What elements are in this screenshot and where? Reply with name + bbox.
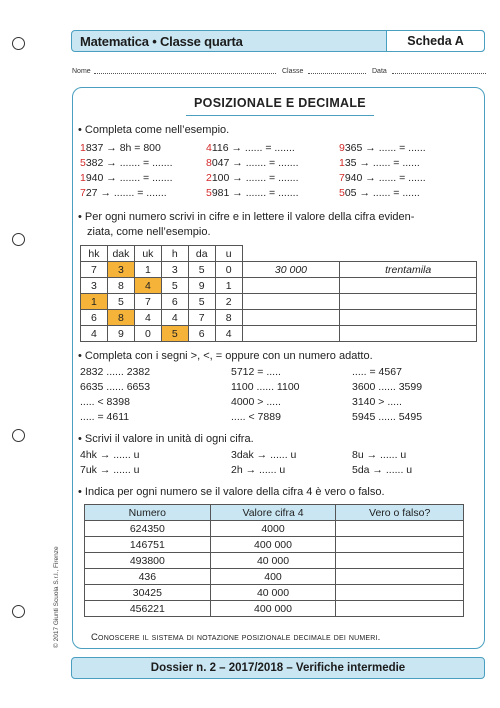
table-row	[81, 294, 477, 310]
digit-cell: 9	[107, 326, 134, 342]
table-cell: 436	[85, 569, 211, 585]
highlighted-digit: 5	[80, 157, 86, 169]
date-field[interactable]	[392, 73, 486, 74]
page-header	[71, 30, 485, 52]
table-cell: 400 000	[210, 601, 336, 617]
ex3-item[interactable]: ..... < 8398	[80, 396, 130, 408]
binder-hole	[12, 429, 25, 442]
ex3-instruction: • Completa con i segni >, <, = oppure con un numero adatto.	[78, 350, 373, 362]
table-cell: 624350	[85, 521, 211, 537]
table-row	[85, 601, 464, 617]
digit-cell: 4	[134, 310, 161, 326]
digit-cell: 9	[188, 278, 215, 294]
highlighted-digit: 7	[80, 187, 86, 199]
table-header-row	[85, 505, 464, 521]
table-row	[81, 326, 477, 342]
digit-cell: 7	[81, 262, 108, 278]
binder-hole	[12, 37, 25, 50]
name-label: Nome	[72, 68, 91, 75]
table-cell: 40 000	[210, 585, 336, 601]
highlighted-digit: 8	[206, 157, 212, 169]
column-header: da	[188, 246, 215, 262]
ex1-item[interactable]	[339, 172, 426, 184]
highlighted-digit: 9	[339, 142, 345, 154]
digit-cell: 6	[161, 294, 188, 310]
place-value-table	[80, 245, 477, 342]
ex1-item[interactable]	[206, 157, 299, 169]
ex1-item-text: 100 → ....... = .......	[211, 172, 299, 184]
column-header: u	[215, 246, 242, 262]
digit-cell: 5	[188, 294, 215, 310]
highlighted-digit: 1	[80, 142, 86, 154]
table-cell: 40 000	[210, 553, 336, 569]
answer-cell[interactable]	[336, 521, 464, 537]
ex1-item-text: 116 → ...... = .......	[211, 142, 295, 154]
ex1-item-text: 837 → 8h = 800	[85, 142, 161, 154]
ex1-item-text: 981 → ....... = .......	[211, 187, 299, 199]
ex3-item[interactable]: 5945 ...... 5495	[352, 411, 423, 423]
name-field[interactable]	[94, 73, 276, 74]
binder-hole	[12, 233, 25, 246]
answer-cell[interactable]	[336, 585, 464, 601]
digit-cell: 6	[188, 326, 215, 342]
blank-header	[340, 246, 477, 262]
ex4-instruction: • Scrivi il valore in unità di ogni cifra.	[78, 433, 254, 445]
answer-cell-digits[interactable]	[242, 294, 340, 310]
ex3-item[interactable]: ..... < 7889	[231, 411, 281, 423]
ex3-item[interactable]: 6635 ...... 6653	[80, 381, 151, 393]
highlighted-digit-cell: 4	[134, 278, 161, 294]
table-cell: 4000	[210, 521, 336, 537]
ex3-item[interactable]: ..... = 4611	[80, 411, 130, 423]
highlighted-digit-cell: 5	[161, 326, 188, 342]
ex1-item-text: 05 → ...... = ......	[344, 187, 420, 199]
ex1-item[interactable]	[80, 157, 173, 169]
ex1-item-text: 940 → ...... = ......	[344, 172, 426, 184]
highlighted-digit-cell: 1	[81, 294, 108, 310]
answer-cell-words[interactable]	[340, 310, 477, 326]
table-row	[81, 278, 477, 294]
ex2-instruction-line1: • Per ogni numero scrivi in cifre e in lettere il valore della cifra eviden-	[78, 211, 415, 223]
ex1-item-text: 365 → ...... = ......	[344, 142, 426, 154]
answer-cell-digits[interactable]	[242, 278, 340, 294]
table-row	[85, 585, 464, 601]
ex3-item[interactable]: 1100 ...... 1100	[231, 381, 300, 393]
answer-cell-digits[interactable]: 30 000	[242, 262, 340, 278]
digit-cell: 2	[215, 294, 242, 310]
ex3-item[interactable]: ..... = 4567	[352, 366, 402, 378]
answer-cell[interactable]	[336, 569, 464, 585]
table-cell: 400 000	[210, 537, 336, 553]
answer-cell[interactable]	[336, 553, 464, 569]
table-row	[85, 569, 464, 585]
highlighted-digit: 1	[80, 172, 86, 184]
ex3-item[interactable]: 3140 > .....	[352, 396, 402, 408]
ex1-item-text: 940 → ....... = .......	[85, 172, 173, 184]
section-title: POSIZIONALE E DECIMALE	[186, 96, 374, 116]
digit-cell: 5	[188, 262, 215, 278]
ex1-instruction: • Completa come nell’esempio.	[78, 124, 230, 136]
ex3-item[interactable]: 2832 ...... 2382	[80, 366, 151, 378]
digit-cell: 3	[81, 278, 108, 294]
column-header: hk	[81, 246, 108, 262]
table-header-row	[81, 246, 477, 262]
digit-cell: 8	[215, 310, 242, 326]
copyright: © 2017 Giunti Scuola S.r.l., Firenze	[53, 546, 60, 648]
answer-cell[interactable]	[336, 537, 464, 553]
ex4-item[interactable]: 8u → ...... u	[352, 449, 407, 461]
digit-cell: 6	[81, 310, 108, 326]
answer-cell-words[interactable]	[340, 278, 477, 294]
class-field[interactable]	[308, 73, 366, 74]
ex5-instruction: • Indica per ogni numero se il valore della cifra 4 è vero o falso.	[78, 486, 385, 498]
table-row	[85, 537, 464, 553]
binder-hole	[12, 605, 25, 618]
class-label: Classe	[282, 68, 304, 75]
ex4-item[interactable]: 2h → ...... u	[231, 464, 286, 476]
ex1-item-text: 047 → ....... = .......	[211, 157, 299, 169]
date-label: Data	[372, 68, 387, 75]
answer-cell-words[interactable]	[340, 326, 477, 342]
highlighted-digit: 5	[206, 187, 212, 199]
ex1-item[interactable]	[80, 142, 161, 154]
header-tab	[386, 30, 485, 52]
table-row	[85, 553, 464, 569]
ex1-item-text: 35 → ...... = ......	[344, 157, 420, 169]
ex3-item[interactable]: 5712 = .....	[231, 366, 281, 378]
digit-cell: 4	[161, 310, 188, 326]
answer-cell-words[interactable]	[340, 294, 477, 310]
column-header: h	[161, 246, 188, 262]
digit-cell: 4	[215, 326, 242, 342]
ex4-item[interactable]: 3dak → ...... u	[231, 449, 297, 461]
table-cell: 456221	[85, 601, 211, 617]
column-header: uk	[134, 246, 161, 262]
column-header: Numero	[85, 505, 211, 521]
ex3-item[interactable]: 3600 ...... 3599	[352, 381, 423, 393]
ex1-item[interactable]	[339, 157, 420, 169]
highlighted-digit: 4	[206, 142, 212, 154]
answer-cell-digits[interactable]	[242, 310, 340, 326]
answer-cell[interactable]	[336, 601, 464, 617]
ex4-item[interactable]: 5da → ...... u	[352, 464, 413, 476]
column-header: dak	[107, 246, 134, 262]
column-header: Vero o falso?	[336, 505, 464, 521]
table-row	[81, 262, 477, 278]
ex1-item[interactable]	[206, 142, 295, 154]
digit-cell: 0	[134, 326, 161, 342]
ex1-item-text: 27 → ....... = .......	[85, 187, 167, 199]
table-cell: 493800	[85, 553, 211, 569]
highlighted-digit: 5	[339, 187, 345, 199]
ex1-item[interactable]	[339, 142, 426, 154]
ex1-item[interactable]	[206, 172, 299, 184]
header-tab-label: Scheda A	[407, 34, 464, 48]
footer-text: Dossier n. 2 – 2017/2018 – Verifiche intermedie	[150, 662, 406, 674]
digit-cell: 0	[215, 262, 242, 278]
ex1-item[interactable]	[80, 172, 173, 184]
highlighted-digit: 7	[339, 172, 345, 184]
table-cell: 30425	[85, 585, 211, 601]
ex4-item[interactable]: 4hk → ...... u	[80, 449, 140, 461]
answer-cell-words[interactable]: trentamila	[340, 262, 477, 278]
table-row	[85, 521, 464, 537]
highlighted-digit-cell: 8	[107, 310, 134, 326]
ex1-item-text: 382 → ....... = .......	[85, 157, 173, 169]
footer-bar	[71, 657, 485, 679]
column-header: Valore cifra 4	[210, 505, 336, 521]
blank-header	[242, 246, 340, 262]
ex3-item[interactable]: 4000 > .....	[231, 396, 281, 408]
digit-cell: 4	[81, 326, 108, 342]
highlighted-digit-cell: 3	[107, 262, 134, 278]
ex2-instruction-line2: ziata, come nell’esempio.	[87, 226, 211, 238]
answer-cell-digits[interactable]	[242, 326, 340, 342]
digit-cell: 1	[134, 262, 161, 278]
highlighted-digit: 2	[206, 172, 212, 184]
objective-note: Conoscere il sistema di notazione posizionale decimale dei numeri.	[91, 632, 381, 643]
table-cell: 400	[210, 569, 336, 585]
digit-cell: 5	[161, 278, 188, 294]
digit-cell: 1	[215, 278, 242, 294]
digit-cell: 7	[188, 310, 215, 326]
header-title: Matematica • Classe quarta	[80, 34, 243, 49]
digit-cell: 7	[134, 294, 161, 310]
ex1-item[interactable]	[339, 187, 420, 199]
ex4-item[interactable]: 7uk → ...... u	[80, 464, 140, 476]
digit-cell: 8	[107, 278, 134, 294]
digit-cell: 5	[107, 294, 134, 310]
digit-cell: 3	[161, 262, 188, 278]
table-row	[81, 310, 477, 326]
ex1-item[interactable]	[206, 187, 299, 199]
ex1-item[interactable]	[80, 187, 167, 199]
highlighted-digit: 1	[339, 157, 345, 169]
true-false-table	[84, 504, 464, 617]
table-cell: 146751	[85, 537, 211, 553]
